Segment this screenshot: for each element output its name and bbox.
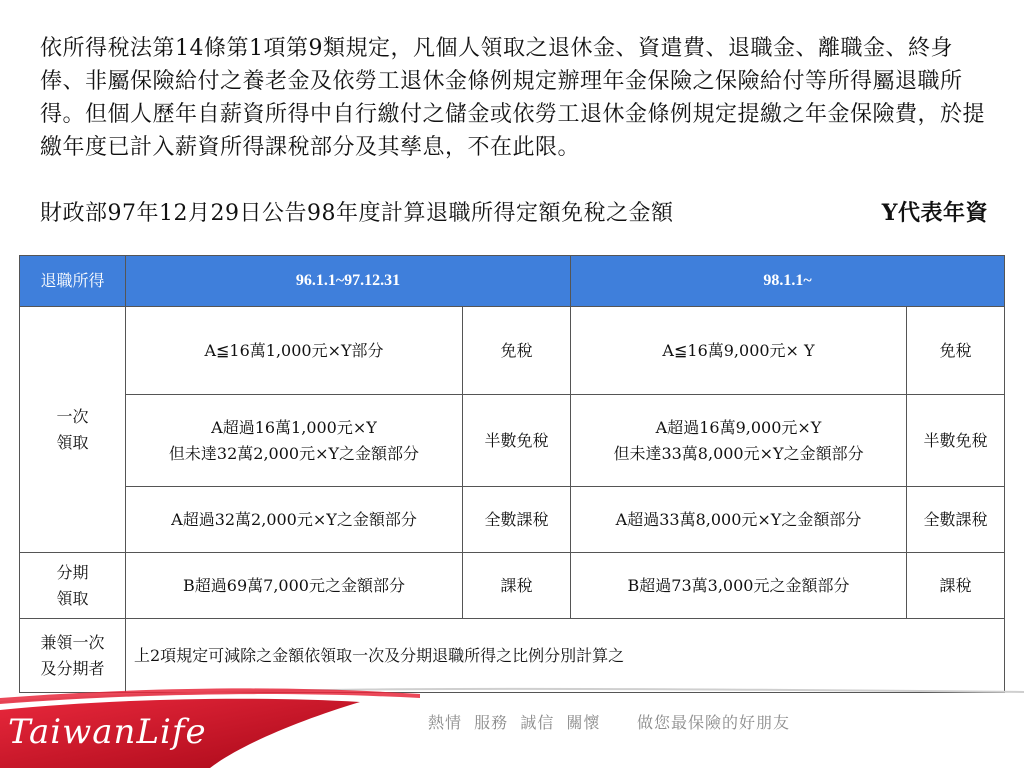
header-period-1: 96.1.1~97.12.31 bbox=[126, 256, 571, 307]
company-logo: TaiwanLife bbox=[8, 712, 207, 752]
announcement-text: 財政部97年12月29日公告98年度計算退職所得定額免稅之金額 bbox=[40, 201, 674, 226]
header-period-2: 98.1.1~ bbox=[571, 256, 1005, 307]
cell-line: A≦16萬1,000元×Y部分 bbox=[204, 340, 384, 360]
status-cell: 半數免稅 bbox=[907, 395, 1005, 487]
cell-line: 但未達32萬2,000元×Y之金額部分 bbox=[168, 443, 420, 463]
table-cell bbox=[126, 307, 463, 395]
row-label-line: 一次 bbox=[56, 406, 89, 426]
table-cell bbox=[571, 487, 907, 553]
row-label-line: 及分期者 bbox=[40, 658, 105, 678]
cell-line: A超過16萬9,000元×Y bbox=[655, 417, 822, 437]
table-cell: B超過69萬7,000元之金額部分 bbox=[126, 553, 463, 619]
table-cell bbox=[126, 487, 463, 553]
status-cell: 半數免稅 bbox=[463, 395, 571, 487]
table-header-row bbox=[20, 256, 1005, 307]
cell-line: A超過33萬8,000元×Y之金額部分 bbox=[615, 509, 862, 529]
table-row bbox=[20, 307, 1005, 395]
cell-line: 但未達33萬8,000元×Y之金額部分 bbox=[613, 443, 864, 463]
cell-line: A≦16萬9,000元× Y bbox=[662, 340, 815, 360]
row-label-lump-sum bbox=[20, 307, 126, 553]
table-row bbox=[20, 395, 1005, 487]
row-label-installment bbox=[20, 553, 126, 619]
table-cell bbox=[126, 395, 463, 487]
row-label-line: 兼領一次 bbox=[40, 632, 105, 652]
announcement-line bbox=[40, 197, 990, 230]
footer-slogan: 熱情 服務 誠信 關懷 做您最保險的好朋友 bbox=[428, 713, 791, 732]
status-cell: 全數課稅 bbox=[463, 487, 571, 553]
table-cell bbox=[571, 395, 907, 487]
status-cell: 課稅 bbox=[907, 553, 1005, 619]
table-cell bbox=[571, 307, 907, 395]
intro-text-block bbox=[40, 32, 990, 164]
status-cell: 課稅 bbox=[463, 553, 571, 619]
retirement-income-table bbox=[19, 255, 1005, 693]
table-row bbox=[20, 553, 1005, 619]
header-corner: 退職所得 bbox=[20, 256, 126, 307]
row-label-line: 領取 bbox=[56, 432, 89, 452]
table-row bbox=[20, 487, 1005, 553]
cell-line: A超過16萬1,000元×Y bbox=[211, 417, 377, 437]
table-cell: 上2項規定可減除之金額依領取一次及分期退職所得之比例分別計算之 bbox=[126, 619, 1005, 693]
status-cell: 全數課稅 bbox=[907, 487, 1005, 553]
intro-paragraph: 依所得稅法第14條第1項第9類規定，凡個人領取之退休金、資遣費、退職金、離職金、終身俸、非屬保險給付之養老金及依勞工退休金條例規定辦理年金保險之保險給付等所得屬退職所得。但個人歷年自薪資所得中自行繳付之儲金或依勞工退休金條例規定提繳之年金保險費，於提繳年度已計入薪資所得課稅部分及其孳息，不在此限。 bbox=[40, 36, 986, 160]
status-cell: 免稅 bbox=[463, 307, 571, 395]
status-cell: 免稅 bbox=[907, 307, 1005, 395]
table-cell: B超過73萬3,000元之金額部分 bbox=[571, 553, 907, 619]
cell-line: A超過32萬2,000元×Y之金額部分 bbox=[171, 509, 417, 529]
y-note: Y代表年資 bbox=[881, 200, 988, 226]
row-label-line: 領取 bbox=[56, 588, 89, 608]
row-label-line: 分期 bbox=[56, 562, 89, 582]
